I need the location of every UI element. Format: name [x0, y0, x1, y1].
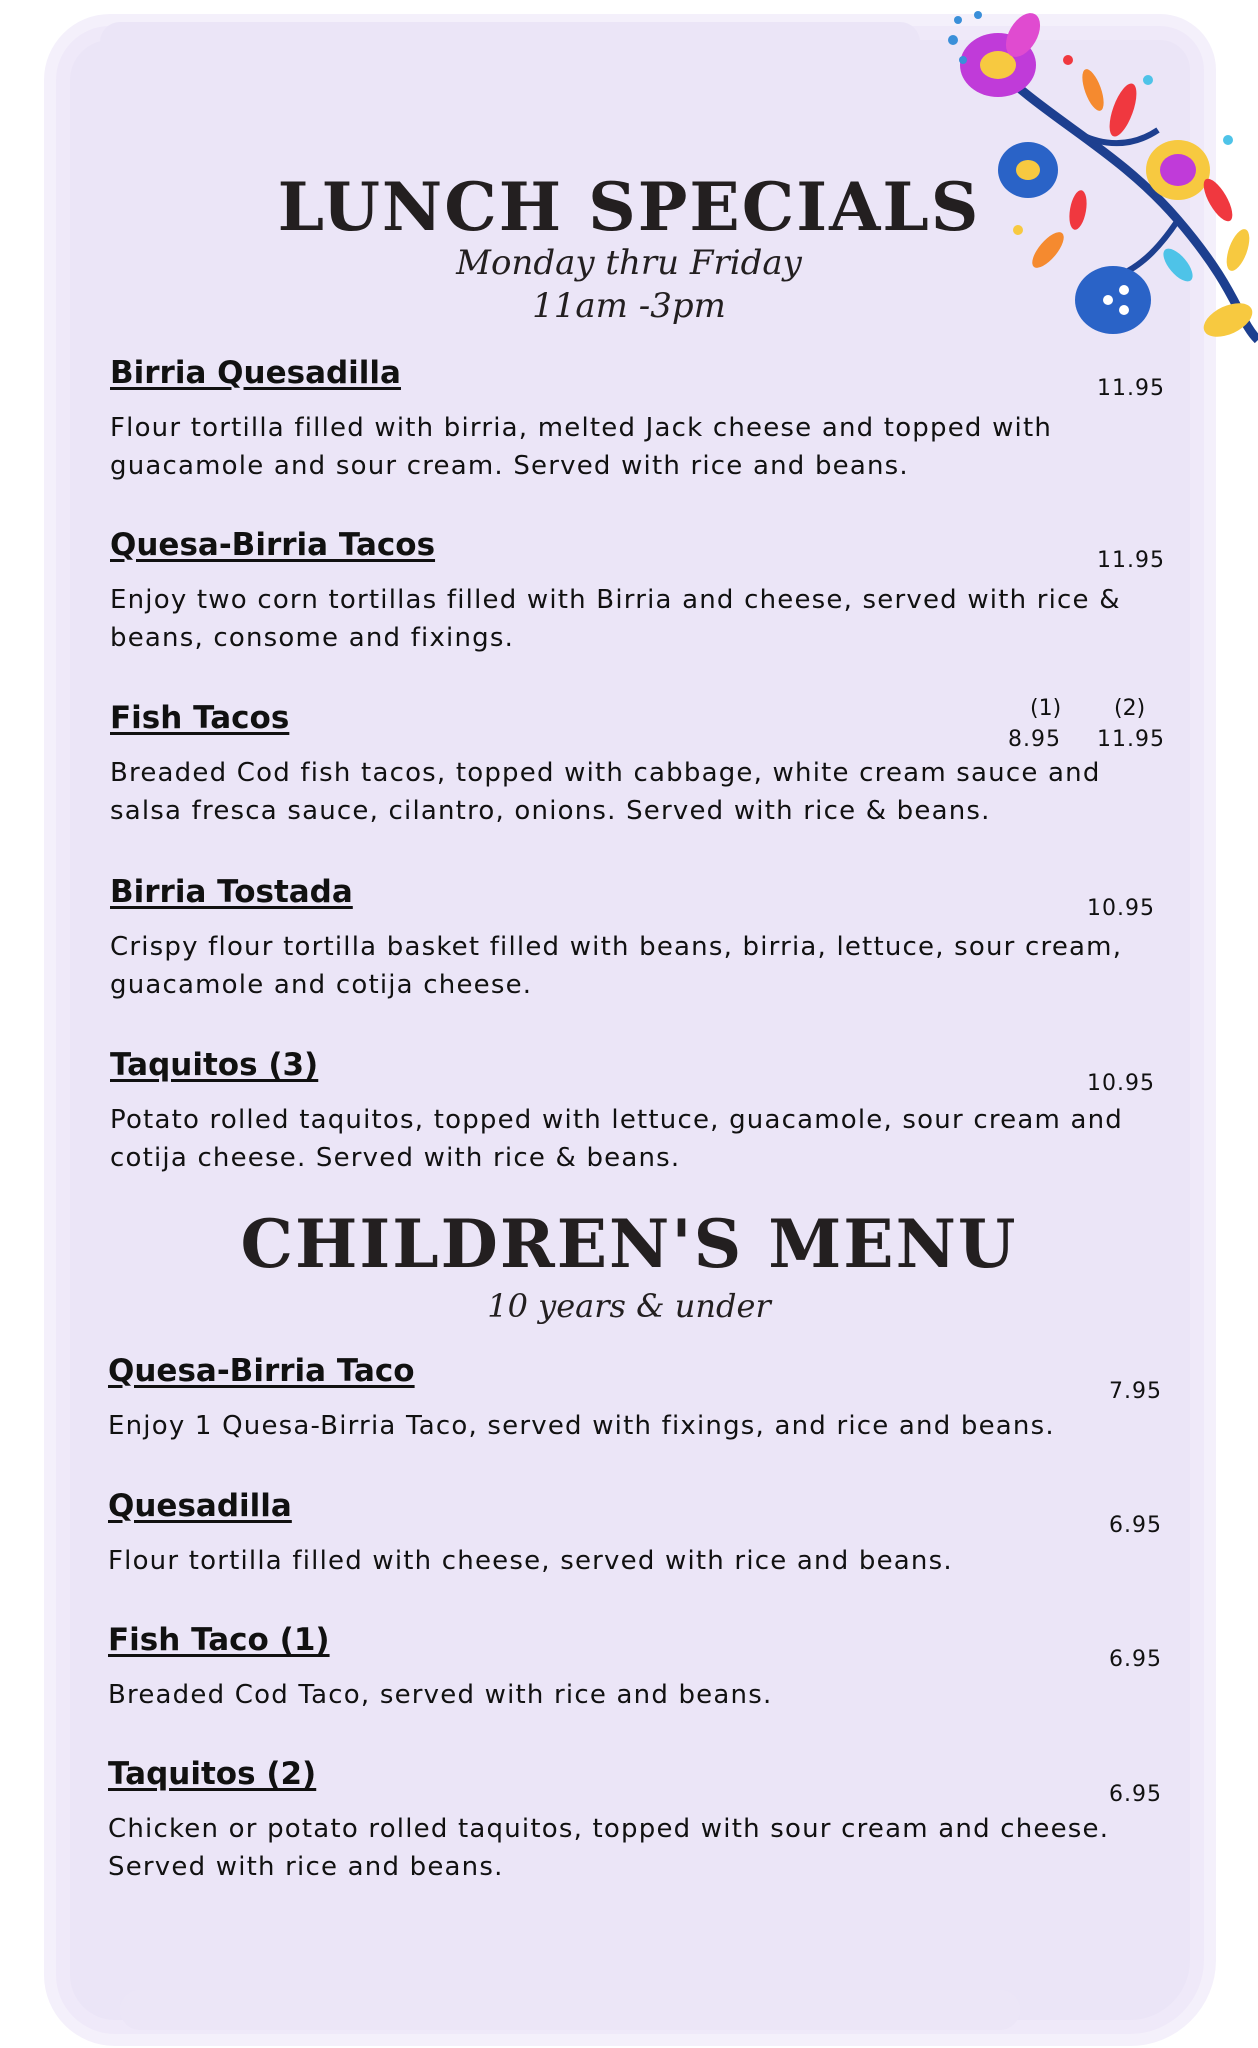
quantity-label: (1) [1030, 696, 1062, 721]
item-description: Chicken or potato rolled taquitos, topped with sour cream and cheese. Served with rice and beans. [108, 1814, 1110, 1882]
item-price: 11.95 [1097, 548, 1165, 573]
menu-item [110, 700, 1150, 830]
menu-item [110, 874, 1150, 1004]
item-name: Fish Taco (1) [108, 1622, 330, 1658]
menu-item [108, 1756, 1148, 1886]
menu-item [108, 1488, 1148, 1580]
item-name: Quesa-Birria Tacos [110, 527, 436, 563]
item-description: Breaded Cod Taco, served with rice and beans. [108, 1680, 773, 1710]
item-price: 6.95 [1109, 1513, 1162, 1538]
childrens-menu-title: CHILDREN'S MENU [240, 1205, 1018, 1283]
item-price: 10.95 [1087, 896, 1155, 921]
item-name: Fish Tacos [110, 700, 290, 736]
item-price: 6.95 [1109, 1647, 1162, 1672]
item-description: Flour tortilla filled with birria, melted Jack cheese and topped with guacamole and sour cream. Served with rice and beans. [110, 413, 1053, 481]
kids-age-note: 10 years & under [487, 1287, 771, 1325]
brush-stroke-top [100, 22, 920, 62]
item-description: Potato rolled taquitos, topped with lettuce, guacamole, sour cream and cotija cheese. Served with rice & beans. [110, 1105, 1123, 1173]
item-name: Birria Tostada [110, 874, 353, 910]
menu-item [110, 1047, 1150, 1177]
brush-stroke-bottom [120, 1990, 1020, 2030]
item-price: 8.95 [1008, 727, 1061, 752]
menu-item [110, 355, 1150, 485]
item-description: Crispy flour tortilla basket filled with beans, birria, lettuce, sour cream, guacamole and cotija cheese. [110, 932, 1123, 1000]
menu-item [110, 527, 1150, 657]
item-name: Quesadilla [108, 1488, 292, 1524]
item-description: Breaded Cod fish tacos, topped with cabbage, white cream sauce and salsa fresca sauce, cilantro, onions. Served with rice & beans. [110, 758, 1101, 826]
item-name: Taquitos (3) [110, 1047, 319, 1083]
item-price: 11.95 [1097, 727, 1165, 752]
menu-item [108, 1622, 1148, 1714]
item-description: Enjoy two corn tortillas filled with Birria and cheese, served with rice & beans, consome and fixings. [110, 585, 1121, 653]
lunch-hours: 11am -3pm [532, 286, 726, 326]
item-name: Birria Quesadilla [110, 355, 401, 391]
item-description: Enjoy 1 Quesa-Birria Taco, served with fixings, and rice and beans. [108, 1411, 1055, 1441]
lunch-specials-title: LUNCH SPECIALS [277, 168, 981, 246]
lunch-days: Monday thru Friday [456, 243, 802, 283]
item-price: 11.95 [1097, 376, 1165, 401]
menu-item [108, 1353, 1148, 1445]
item-price: 6.95 [1109, 1782, 1162, 1807]
item-price: 10.95 [1087, 1071, 1155, 1096]
item-name: Quesa-Birria Taco [108, 1353, 415, 1389]
quantity-label: (2) [1114, 696, 1146, 721]
item-price: 7.95 [1109, 1379, 1162, 1404]
item-description: Flour tortilla filled with cheese, served with rice and beans. [108, 1546, 953, 1576]
item-name: Taquitos (2) [108, 1756, 317, 1792]
